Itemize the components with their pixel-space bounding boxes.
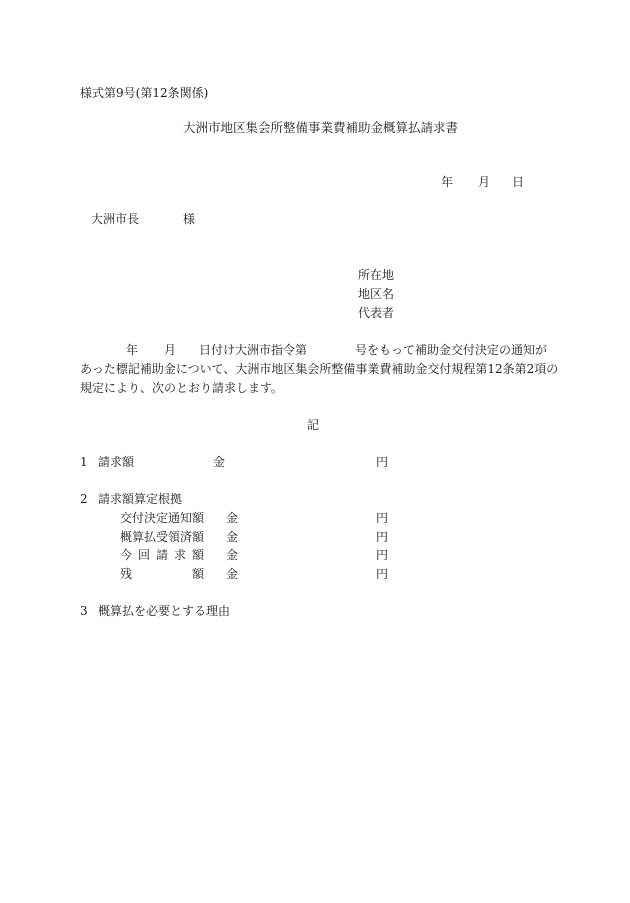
date-day-label: 日 (512, 175, 525, 189)
item-2-row-yen: 円 (376, 567, 389, 581)
date-month-label: 月 (478, 175, 491, 189)
item-2-row-label: 概算払受領済額 (120, 530, 205, 544)
addressee-name: 大洲市長 (91, 212, 140, 226)
item-2-row-kin: 金 (226, 511, 239, 525)
item-2-row-label: 残額 (120, 567, 204, 581)
district-label: 地区名 (358, 287, 395, 301)
item-2-row-kin: 金 (226, 567, 239, 581)
body-directive: 日付け大洲市指令第 (199, 343, 308, 357)
item-2-row-label: 交付決定通知額 (120, 511, 205, 525)
body-line2: あった標記補助金について、大洲市地区集会所整備事業費補助金交付規程第12条第2項の (80, 362, 559, 376)
ki-heading: 記 (307, 418, 320, 432)
document-title: 大洲市地区集会所整備事業費補助金概算払請求書 (183, 120, 459, 135)
body-year: 年 (126, 343, 139, 357)
item-1-label: 請求額 (98, 455, 135, 469)
item-3-number: 3 (80, 604, 88, 618)
representative-label: 代表者 (358, 306, 395, 320)
item-2-row-yen: 円 (376, 548, 389, 562)
item-1-number: 1 (80, 455, 88, 469)
form-number: 様式第9号(第12条関係) (80, 86, 209, 100)
address-label: 所在地 (358, 268, 395, 282)
addressee-honorific: 様 (183, 212, 196, 226)
item-3-label: 概算払を必要とする理由 (98, 604, 231, 618)
item-1-yen: 円 (376, 455, 389, 469)
item-2-row-yen: 円 (376, 511, 389, 525)
item-1-kin: 金 (213, 455, 226, 469)
date-year-label: 年 (441, 175, 454, 189)
item-2-row-kin: 金 (226, 530, 239, 544)
item-2-label: 請求額算定根拠 (98, 492, 183, 506)
item-2-row-yen: 円 (376, 530, 389, 544)
body-month: 月 (164, 343, 177, 357)
item-2-row-label: 今回請求額 (120, 548, 204, 562)
body-line3: 規定により、次のとおり請求します。 (80, 381, 284, 395)
body-line1-rest: 号をもって補助金交付決定の通知が (355, 343, 548, 357)
item-2-number: 2 (80, 492, 88, 506)
item-2-row-kin: 金 (226, 548, 239, 562)
